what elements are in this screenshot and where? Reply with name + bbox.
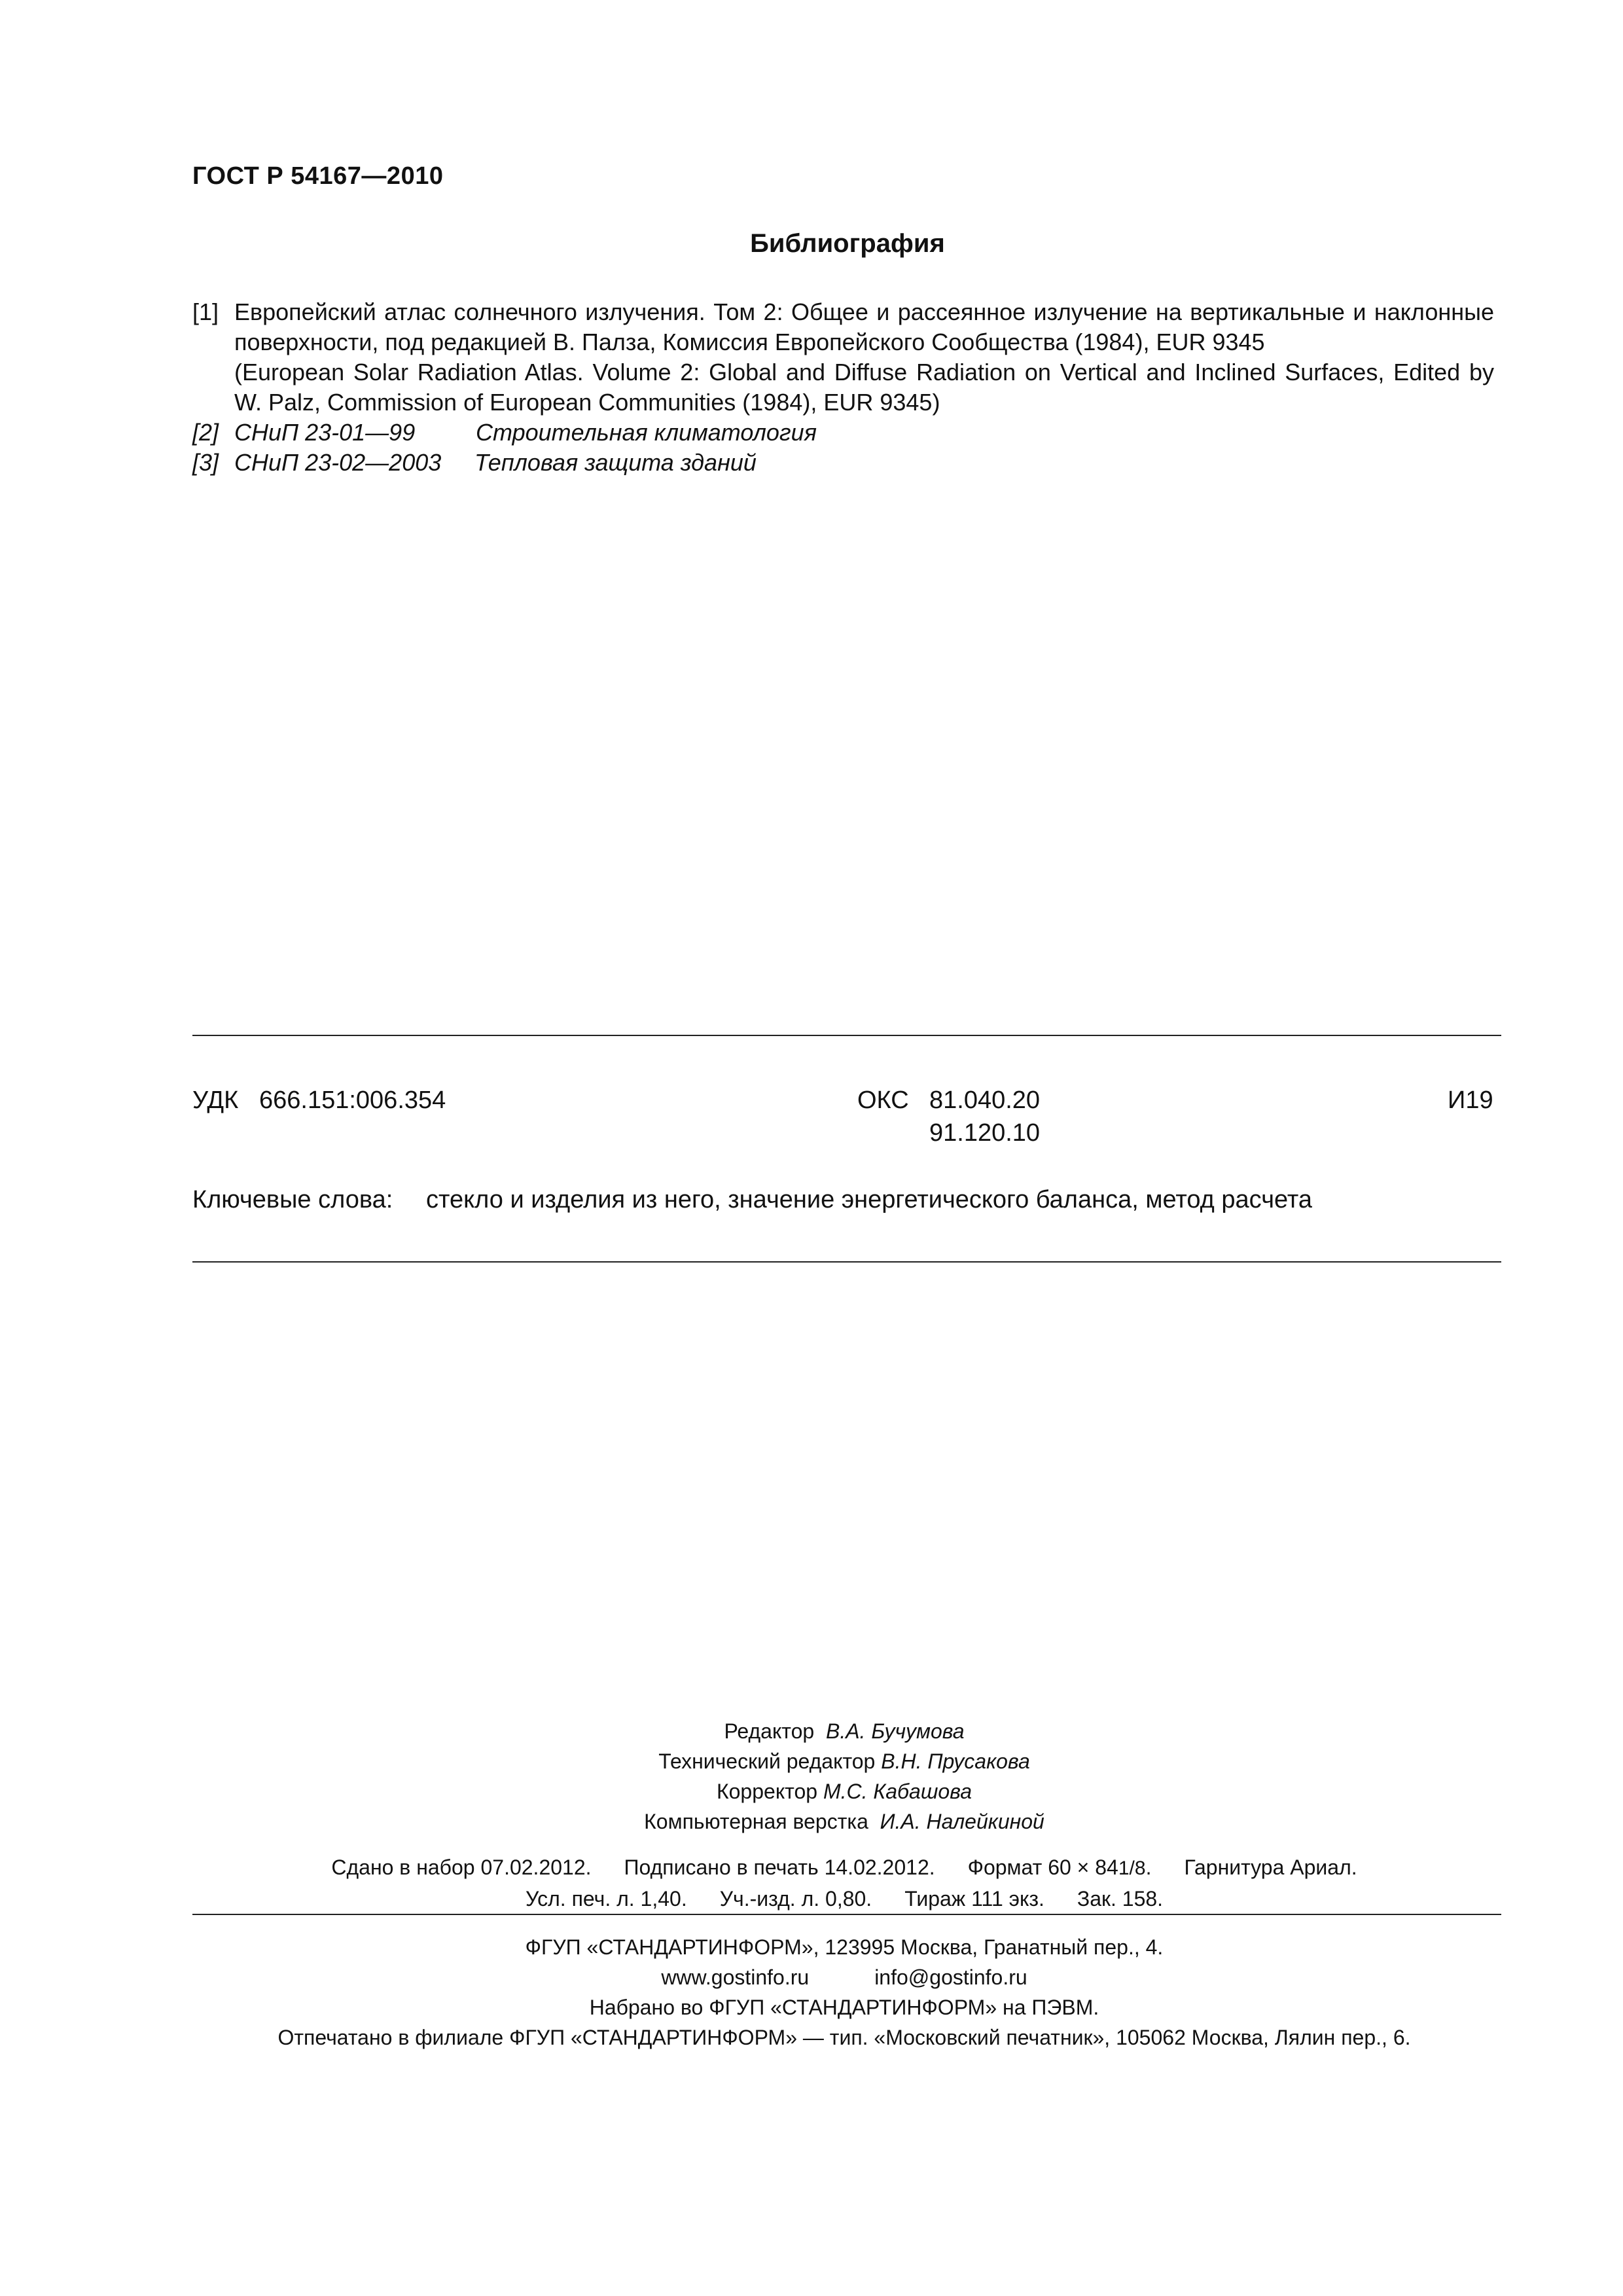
standard-code: ГОСТ Р 54167—2010 bbox=[192, 162, 444, 190]
entry-number: [2] bbox=[192, 419, 219, 446]
group-code: И19 bbox=[1448, 1086, 1493, 1114]
keywords-label: Ключевые слова: bbox=[192, 1186, 393, 1213]
divider-bottom bbox=[192, 1261, 1501, 1263]
entry-title: Строительная климатология bbox=[476, 419, 817, 446]
oks-label: ОКС bbox=[857, 1086, 909, 1114]
entry-number: [3] bbox=[192, 449, 219, 476]
order-number: Зак. 158. bbox=[1077, 1887, 1164, 1910]
credit-name: В.А. Бучумова bbox=[825, 1719, 965, 1743]
entry-line: W. Palz, Commission of European Communities (1984), EUR 9345) bbox=[234, 389, 940, 416]
credit-line: Технический редактор В.Н. Прусакова bbox=[658, 1749, 1030, 1773]
oks-value-2: 91.120.10 bbox=[929, 1119, 1041, 1147]
print-info-line-1 bbox=[0, 1852, 1623, 1884]
print-info bbox=[0, 1852, 1623, 1914]
entry-line: поверхности, под редакцией В. Палза, Комиссия Европейского Сообщества (1984), EUR 9345 bbox=[234, 329, 1265, 355]
submitted-date: Сдано в набор 07.02.2012. bbox=[331, 1856, 592, 1879]
entry-line: (European Solar Radiation Atlas. Volume 2: Global and Diffuse Radiation on Vertical and Inclined Surfaces, Edited by bbox=[234, 359, 1494, 386]
credit-name: В.Н. Прусакова bbox=[881, 1749, 1030, 1773]
oks-value-1: 81.040.20 bbox=[929, 1086, 1041, 1114]
credits-block bbox=[0, 1716, 1623, 1837]
entry-code: СНиП 23-01—99 bbox=[234, 419, 416, 446]
divider-imprint bbox=[192, 1914, 1501, 1915]
credit-line: Редактор В.А. Бучумова bbox=[724, 1719, 965, 1743]
publisher-address: ФГУП «СТАНДАРТИНФОРМ», 123995 Москва, Гранатный пер., 4. bbox=[525, 1935, 1164, 1959]
publisher-website[interactable]: www.gostinfo.ru bbox=[661, 1965, 810, 1989]
credit-line: Корректор М.С. Кабашова bbox=[716, 1780, 972, 1803]
entry-code: СНиП 23-02—2003 bbox=[234, 449, 442, 476]
bibliography-title: Библиография bbox=[750, 229, 945, 258]
signed-date: Подписано в печать 14.02.2012. bbox=[624, 1856, 935, 1879]
entry-number: [1] bbox=[192, 298, 219, 325]
publisher-block bbox=[0, 1932, 1623, 2053]
credit-line: Компьютерная верстка И.А. Налейкиной bbox=[644, 1810, 1044, 1833]
publ-sheets: Уч.-изд. л. 0,80. bbox=[719, 1887, 872, 1910]
paper-format: Формат 60 × 841/8. bbox=[967, 1856, 1152, 1879]
print-info-line-2 bbox=[0, 1884, 1623, 1914]
publisher-email[interactable]: info@gostinfo.ru bbox=[874, 1965, 1027, 1989]
publisher-contacts bbox=[0, 1962, 1623, 1992]
printed-note: Отпечатано в филиале ФГУП «СТАНДАРТИНФОРМ» — тип. «Московский печатник», 105062 Москва, Лялин пер., 6. bbox=[277, 2026, 1411, 2049]
print-sheets: Усл. печ. л. 1,40. bbox=[525, 1887, 687, 1910]
credit-name: И.А. Налейкиной bbox=[880, 1810, 1044, 1833]
credit-name: М.С. Кабашова bbox=[823, 1780, 972, 1803]
udk-label: УДК bbox=[192, 1086, 239, 1114]
keywords-value: стекло и изделия из него, значение энергетического баланса, метод расчета bbox=[426, 1186, 1312, 1213]
typeface: Гарнитура Ариал. bbox=[1184, 1856, 1357, 1879]
udk-value: 666.151:006.354 bbox=[259, 1086, 446, 1114]
entry-line: Европейский атлас солнечного излучения. Том 2: Общее и рассеянное излучение на вертикальные и наклонные bbox=[234, 298, 1494, 325]
divider-top bbox=[192, 1035, 1501, 1036]
print-run: Тираж 111 экз. bbox=[904, 1887, 1044, 1910]
entry-title: Тепловая защита зданий bbox=[474, 449, 757, 476]
typeset-note: Набрано во ФГУП «СТАНДАРТИНФОРМ» на ПЭВМ. bbox=[589, 1996, 1099, 2019]
